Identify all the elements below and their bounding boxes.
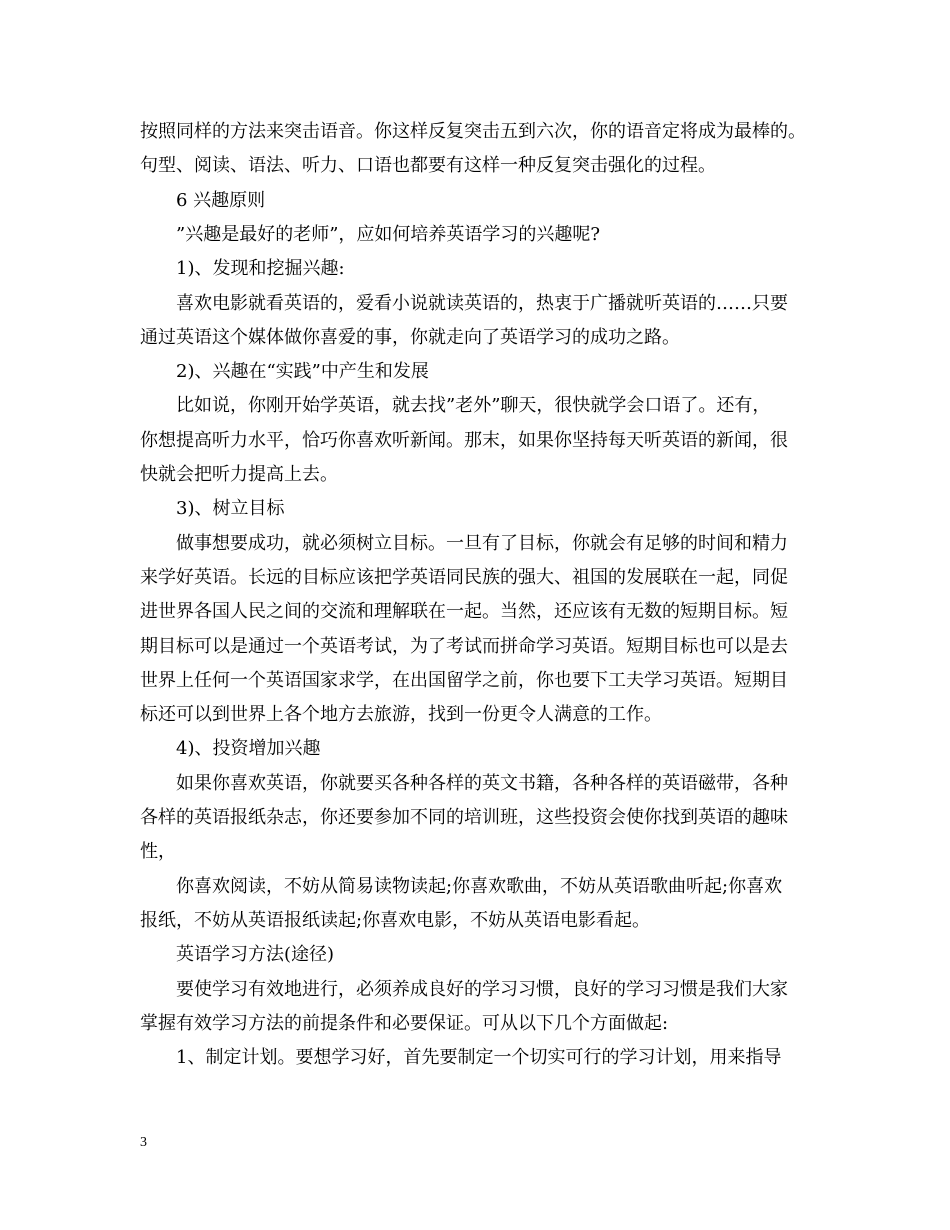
text-line: 比如说，你刚开始学英语，就去找”老外”聊天，很快就学会口语了。还有， — [176, 395, 771, 417]
text-line: 来学好英语。长远的目标应该把学英语同民族的强大、祖国的发展联在一起，同促 — [140, 566, 788, 588]
text-line: 1、制定计划。要想学习好，首先要制定一个切实可行的学习计划，用来指导 — [176, 1047, 782, 1069]
text-line: 6 兴趣原则 — [176, 189, 266, 211]
text-line: 句型、阅读、语法、听力、口语也都要有这样一种反复突击强化的过程。 — [140, 155, 716, 177]
text-line: 喜欢电影就看英语的，爱看小说就读英语的，热衷于广播就听英语的……只要 — [176, 292, 788, 314]
text-line: 2)、兴趣在“实践”中产生和发展 — [176, 361, 429, 383]
text-line: 3)、树立目标 — [176, 498, 285, 520]
text-line: 按照同样的方法来突击语音。你这样反复突击五到六次，你的语音定将成为最棒的。 — [140, 121, 806, 142]
text-line: 要使学习有效地进行，必须养成良好的学习习惯，良好的学习习惯是我们大家 — [176, 978, 788, 1000]
text-line: 标还可以到世界上各个地方去旅游，找到一份更令人满意的工作。 — [140, 704, 662, 726]
text-line: 掌握有效学习方法的前提条件和必要保证。可从以下几个方面做起: — [140, 1012, 669, 1034]
text-line: ”兴趣是最好的老师”，应如何培养英语学习的兴趣呢? — [176, 223, 601, 245]
text-line: 各样的英语报纸杂志，你还要参加不同的培训班，这些投资会使你找到英语的趣味 — [140, 807, 788, 828]
text-line: 世界上任何一个英语国家求学，在出国留学之前，你也要下工夫学习英语。短期目 — [140, 669, 788, 691]
text-line: 通过英语这个媒体做你喜爱的事，你就走向了英语学习的成功之路。 — [140, 326, 680, 348]
text-line: 做事想要成功，就必须树立目标。一旦有了目标，你就会有足够的时间和精力 — [176, 532, 788, 554]
text-line: 4)、投资增加兴趣 — [176, 738, 321, 760]
text-line: 你想提高听力水平，恰巧你喜欢听新闻。那末，如果你坚持每天听英语的新闻，很 — [140, 429, 788, 451]
text-line: 如果你喜欢英语，你就要买各种各样的英文书籍，各种各样的英语磁带，各种 — [176, 772, 788, 794]
text-line: 期目标可以是通过一个英语考试，为了考试而拼命学习英语。短期目标也可以是去 — [140, 635, 788, 657]
text-line: 性， — [140, 841, 176, 863]
text-line: 进世界各国人民之间的交流和理解联在一起。当然，还应该有无数的短期目标。短 — [140, 601, 788, 623]
text-line: 快就会把听力提高上去。 — [140, 464, 338, 485]
text-line: 1)、发现和挖掘兴趣: — [176, 258, 345, 280]
page-number: 3 — [140, 1135, 147, 1150]
text-line: 你喜欢阅读，不妨从简易读物读起;你喜欢歌曲，不妨从英语歌曲听起;你喜欢 — [176, 875, 783, 897]
text-line: 报纸，不妨从英语报纸读起;你喜欢电影，不妨从英语电影看起。 — [140, 909, 651, 931]
text-line: 英语学习方法(途径) — [176, 944, 335, 966]
